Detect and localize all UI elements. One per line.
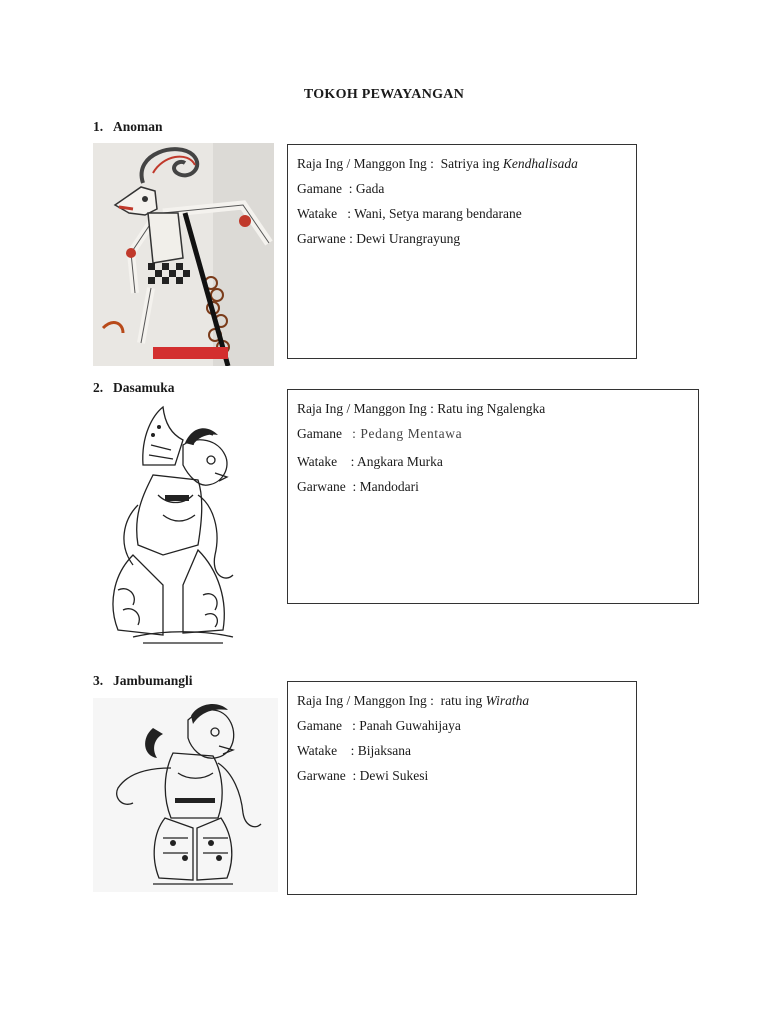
info-row-watake [297, 201, 627, 226]
character-info-box-anoman [287, 144, 637, 359]
info-row-watake [297, 738, 627, 763]
raja-value: Satriya ing [440, 156, 500, 171]
character-number: 1. [93, 119, 104, 134]
garwane-label: Garwane [297, 479, 346, 494]
garwane-label: Garwane [297, 231, 346, 246]
gamane-label: Gamane [297, 718, 342, 733]
page-title: TOKOH PEWAYANGAN [303, 87, 465, 102]
jambumangli-wayang-image [93, 698, 278, 892]
character-heading-jambumangli [93, 673, 193, 689]
character-info-box-dasamuka [287, 389, 699, 604]
garwane-value: : Dewi Urangrayung [349, 231, 461, 246]
garwane-value: : Dewi Sukesi [352, 768, 429, 783]
info-row-raja [297, 688, 627, 713]
watake-value: : Angkara Murka [350, 454, 443, 469]
info-row-raja [297, 151, 627, 176]
character-name: Jambumangli [113, 673, 193, 688]
raja-value: Ratu ing Ngalengka [437, 401, 546, 416]
raja-place: Wiratha [485, 693, 530, 708]
raja-value: ratu ing [440, 693, 483, 708]
info-row-garwane [297, 226, 627, 251]
gamane-value: : Pedang Mentawa [352, 426, 463, 441]
info-row-raja [297, 396, 689, 421]
info-row-garwane [297, 763, 627, 788]
gamane-value: : Panah Guwahijaya [352, 718, 461, 733]
character-heading-anoman [93, 119, 163, 135]
character-number: 2. [93, 380, 104, 395]
watake-label: Watake [297, 206, 338, 221]
character-info-box-jambumangli [287, 681, 637, 895]
gamane-label: Gamane [297, 426, 342, 441]
info-row-gamane [297, 176, 627, 201]
raja-place: Kendhalisada [502, 156, 578, 171]
watake-value: : Bijaksana [350, 743, 412, 758]
watake-value: : Wani, Setya marang bendarane [347, 206, 522, 221]
gamane-value: : Gada [348, 181, 385, 196]
info-row-gamane [297, 421, 689, 446]
watake-label: Watake [297, 454, 338, 469]
raja-label: Raja Ing / Manggon Ing : [297, 693, 434, 708]
character-name: Anoman [113, 119, 163, 134]
garwane-value: : Mandodari [352, 479, 419, 494]
watake-label: Watake [297, 743, 338, 758]
garwane-label: Garwane [297, 768, 346, 783]
raja-label: Raja Ing / Manggon Ing : [297, 156, 434, 171]
raja-label: Raja Ing / Manggon Ing : [297, 401, 434, 416]
character-name: Dasamuka [113, 380, 175, 395]
character-number: 3. [93, 673, 104, 688]
info-row-garwane [297, 474, 689, 499]
dasamuka-wayang-image [103, 405, 258, 655]
info-row-watake [297, 449, 689, 474]
gamane-label: Gamane [297, 181, 342, 196]
character-heading-dasamuka [93, 380, 175, 396]
info-row-gamane [297, 713, 627, 738]
anoman-wayang-image [93, 143, 274, 366]
